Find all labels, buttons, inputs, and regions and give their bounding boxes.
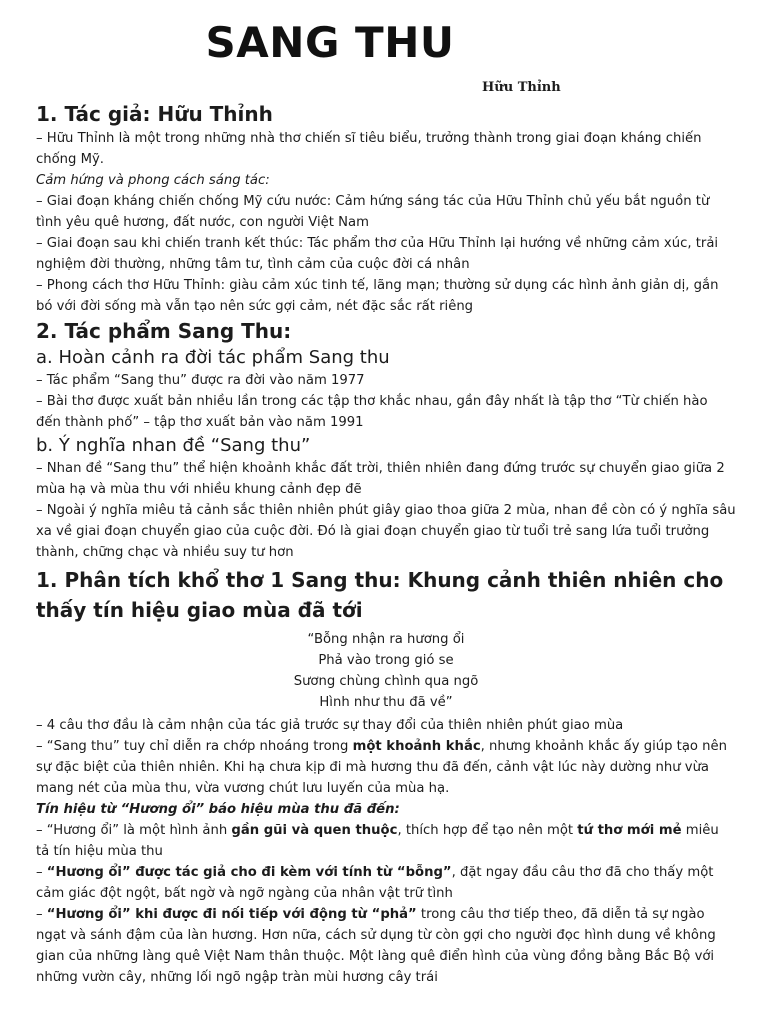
paragraph: – Phong cách thơ Hữu Thỉnh: giàu cảm xúc tinh tế, lãng mạn; thường sử dụng các hình ảnh giản dị, gắn bó với đời sống mà vẫn tạo nên sức gợi cảm, nét đặc sắc rất riêng	[36, 278, 719, 314]
paragraph-italic: Cảm hứng và phong cách sáng tác:	[36, 173, 270, 188]
paragraph: – 4 câu thơ đầu là cảm nhận của tác giả trước sự thay đổi của thiên nhiên phút giao mùa	[36, 718, 624, 733]
text-run: trong câu thơ tiếp theo, đã diễn tả sự ngào ngạt và sánh đậm của làn hương. Hơn nữa, cách sử dụng từ còn gợi cho người đọc hình dung về không gian của những làng quê Việt Nam thân thuộc. Một làng quê điển hình của vùng đồng bằng Bắc Bộ với những vườn cây, những lối ngõ ngập tràn mùi hương cây trái	[36, 907, 716, 985]
section-heading-work: 2. Tác phẩm Sang Thu:	[36, 319, 292, 343]
paragraph: – Nhan đề “Sang thu” thể hiện khoảnh khắc đất trời, thiên nhiên đang đứng trước sự chuyển giao giữa 2 mùa hạ và mùa thu với nhiều khung cảnh đẹp đẽ	[36, 461, 725, 497]
paragraph: – Ngoài ý nghĩa miêu tả cảnh sắc thiên nhiên phút giây giao thoa giữa 2 mùa, nhan đề còn có ý nghĩa sâu xa về giai đoạn chuyển giao của cuộc đời. Đó là giai đoạn chuyển giao từ tuổi trẻ sang lứa tuổi trưởng thành, chững chạc và nhiều suy tư hơn	[36, 503, 736, 560]
paragraph: – Hữu Thỉnh là một trong những nhà thơ chiến sĩ tiêu biểu, trưởng thành trong giai đoạn kháng chiến chống Mỹ.	[36, 131, 702, 167]
subheading-title-meaning: b. Ý nghĩa nhan đề “Sang thu”	[36, 435, 311, 456]
page-title: SANG THU	[205, 18, 455, 67]
paragraph	[36, 904, 736, 988]
paragraph: – Tác phẩm “Sang thu” được ra đời vào năm 1977	[36, 373, 365, 388]
section-heading-author: 1. Tác giả: Hữu Thỉnh	[36, 102, 273, 126]
text-run: , nhưng khoảnh khắc ấy giúp tạo nên sự đặc biệt của thiên nhiên. Khi hạ chưa kịp đi mà hương thu đã đến, cảnh vật lúc này dường như vừa mang nét của mùa thu, vừa vương chút lưu luyến của mùa hạ.	[36, 739, 727, 796]
text-run: , đặt ngay đầu câu thơ đã cho thấy một cảm giác đột ngột, bất ngờ và ngỡ ngàng của nhân vật trữ tình	[36, 865, 714, 901]
subheading-context: a. Hoàn cảnh ra đời tác phẩm Sang thu	[36, 347, 390, 368]
emphasis: tứ thơ mới mẻ	[577, 823, 682, 838]
author-name: Hữu Thỉnh	[482, 80, 561, 95]
section-heading-analysis: 1. Phân tích khổ thơ 1 Sang thu: Khung cảnh thiên nhiên cho thấy tín hiệu giao mùa đã tới	[36, 568, 724, 622]
paragraph	[36, 736, 736, 799]
paragraph	[36, 862, 736, 904]
text-run: –	[36, 907, 47, 922]
poem-line: “Bỗng nhận ra hương ổi	[307, 632, 465, 647]
emphasis: gần gũi và quen thuộc	[231, 823, 398, 838]
text-run: miêu tả tín hiệu mùa thu	[36, 823, 719, 859]
document-body	[36, 100, 736, 988]
text-run: – “Sang thu” tuy chỉ diễn ra chớp nhoáng trong	[36, 739, 353, 754]
paragraph: – Bài thơ được xuất bản nhiều lần trong các tập thơ khắc nhau, gần đây nhất là tập thơ “Từ chiến hào đến thành phố” – tập thơ xuất bản vào năm 1991	[36, 394, 708, 430]
emphasis: “Hương ổi” được tác giả cho đi kèm với tính từ “bỗng”	[46, 865, 452, 880]
emphasis: “Hương ổi” khi được đi nối tiếp với động từ “phả”	[46, 907, 417, 922]
emphasis: Tín hiệu từ “Hương ổi” báo hiệu mùa thu đã đến:	[36, 802, 400, 817]
paragraph: – Giai đoạn sau khi chiến tranh kết thúc: Tác phẩm thơ của Hữu Thỉnh lại hướng về những cảm xúc, trải nghiệm đời thường, những tâm tư, tình cảm của cuộc đời cá nhân	[36, 236, 719, 272]
subsection-heading	[36, 799, 736, 820]
paragraph	[36, 820, 736, 862]
emphasis: một khoảnh khắc	[352, 739, 481, 754]
paragraph: – Giai đoạn kháng chiến chống Mỹ cứu nước: Cảm hứng sáng tác của Hữu Thỉnh chủ yếu bắt nguồn từ tình yêu quê hương, đất nước, con người Việt Nam	[36, 194, 710, 230]
poem-line: Hình như thu đã về”	[319, 695, 453, 710]
text-run: , thích hợp để tạo nên một	[397, 823, 578, 838]
text-run: – “Hương ổi” là một hình ảnh	[36, 823, 232, 838]
poem-stanza	[36, 629, 736, 713]
poem-line: Phả vào trong gió se	[318, 653, 454, 668]
text-run: –	[36, 865, 47, 880]
poem-line: Sương chùng chình qua ngõ	[293, 674, 479, 689]
